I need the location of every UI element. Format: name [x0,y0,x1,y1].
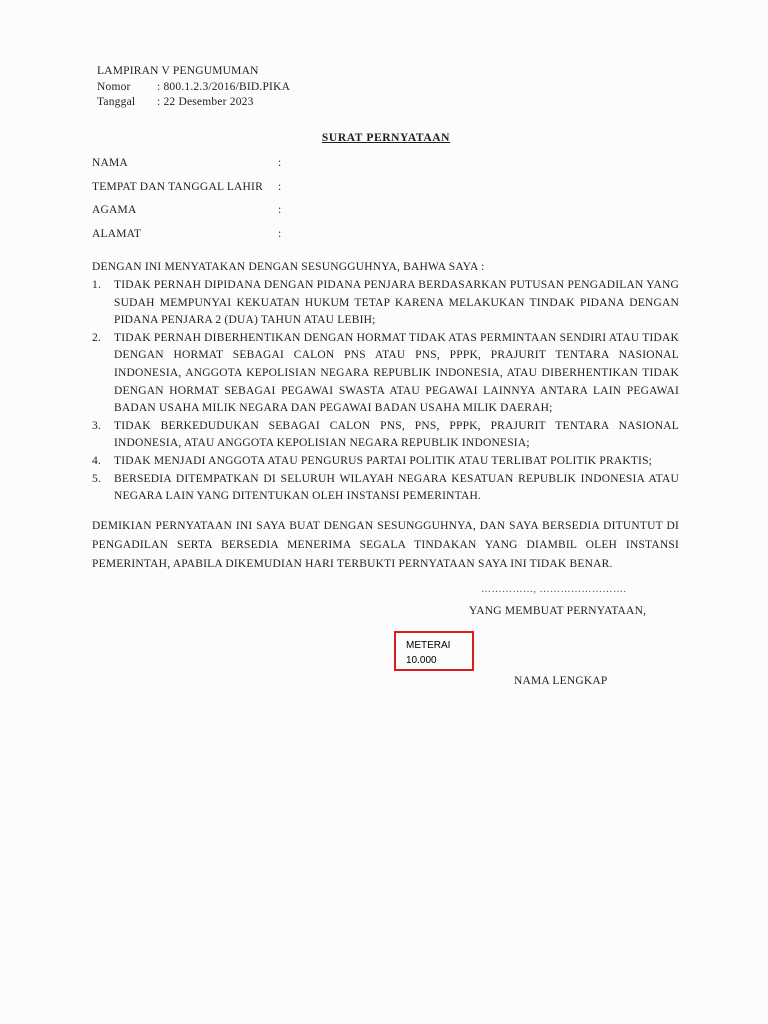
list-item [92,453,679,471]
field-separator: : [278,157,282,169]
date-label: Tanggal [97,96,136,108]
field-label: NAMA [92,157,128,169]
document-title: SURAT PERNYATAAN [321,132,451,144]
date-line [97,95,290,111]
field-label: TEMPAT DAN TANGGAL LAHIR [92,180,263,193]
stamp-duty-label: METERAI [406,640,451,651]
number-line [97,80,290,96]
field-separator: : [278,227,282,240]
list-item [92,471,679,506]
identity-fields [92,156,281,250]
attachment-line [97,64,290,80]
field-separator: : [278,204,282,216]
attachment-title: LAMPIRAN V PENGUMUMAN [97,65,259,77]
field-row-birth [92,180,281,204]
field-label: AGAMA [92,204,137,216]
field-separator: : [278,180,282,193]
stamp-duty-box [394,631,474,671]
list-item [92,418,679,453]
date-value: : 22 Desember 2023 [157,96,254,108]
point-text: TIDAK PERNAH DIPIDANA DENGAN PIDANA PENJARA BERDASARKAN PUTUSAN PENGADILAN YANG SUDAH MEMPUNYAI KEKUATAN HUKUM TETAP KARENA MELAKUKAN TINDAK PIDANA DENGAN PIDANA PENJARA 2 (DUA) TAHUN ATAU LEBIH; [114,279,679,327]
point-number: 4. [92,454,102,467]
point-number: 2. [92,331,102,344]
number-label: Nomor [97,80,131,93]
document-header [97,64,290,111]
point-number: 5. [92,472,102,485]
full-name-caption: NAMA LENGKAP [514,675,608,687]
list-item [92,277,679,330]
field-label: ALAMAT [92,227,142,240]
statement-intro: DENGAN INI MENYATAKAN DENGAN SESUNGGUHNYA, BAHWA SAYA : [92,261,485,273]
point-text: TIDAK MENJADI ANGGOTA ATAU PENGURUS PARTAI POLITIK ATAU TERLIBAT POLITIK PRAKTIS; [114,454,653,467]
point-text: BERSEDIA DITEMPATKAN DI SELURUH WILAYAH NEGARA KESATUAN REPUBLIK INDONESIA ATAU NEGARA LAIN YANG DITENTUKAN OLEH INSTANSI PEMERINTAH. [114,472,679,503]
field-row-name [92,156,281,180]
field-row-address [92,227,281,251]
point-text: TIDAK BERKEDUDUKAN SEBAGAI CALON PNS, PNS, PPPK, PRAJURIT TENTARA NASIONAL INDONESIA, ATAU ANGGOTA KEPOLISIAN NEGARA REPUBLIK INDONESIA; [114,419,679,450]
point-text: TIDAK PERNAH DIBERHENTIKAN DENGAN HORMAT TIDAK ATAS PERMINTAAN SENDIRI ATAU TIDAK DENGAN HORMAT SEBAGAI CALON PNS ATAU PNS, PPPK, PRAJURIT TENTARA NASIONAL INDONESIA, ANGGOTA KEPOLISIAN NEGARA REPUBLIK INDONESIA, ATAU DIBERHENTIKAN TIDAK DENGAN HORMAT SEBAGAI PEGAWAI SWASTA ATAU PEGAWAI LAINNYA ANTARA LAIN PEGAWAI BADAN USAHA MILIK NEGARA DAN PEGAWAI BADAN USAHA MILIK DAERAH; [114,331,679,415]
signer-caption: YANG MEMBUAT PERNYATAAN, [469,605,647,617]
point-number: 1. [92,279,102,291]
list-item [92,330,679,418]
closing-paragraph: DEMIKIAN PERNYATAAN INI SAYA BUAT DENGAN SESUNGGUHNYA, DAN SAYA BERSEDIA DITUNTUT DI PENGADILAN SERTA BERSEDIA MENERIMA SEGALA TINDAKAN YANG DIAMBIL OLEH INSTANSI PEMERINTAH, APABILA DIKEMUDIAN HARI TERBUKTI PERNYATAAN SAYA INI TIDAK BENAR. [92,520,679,570]
field-row-religion [92,203,281,227]
point-number: 3. [92,419,102,432]
stamp-duty-amount: 10.000 [406,655,437,666]
place-date-blank: ……………, ……………………. [481,584,627,595]
number-value: : 800.1.2.3/2016/BID.PIKA [157,80,291,93]
statement-points [92,277,679,506]
